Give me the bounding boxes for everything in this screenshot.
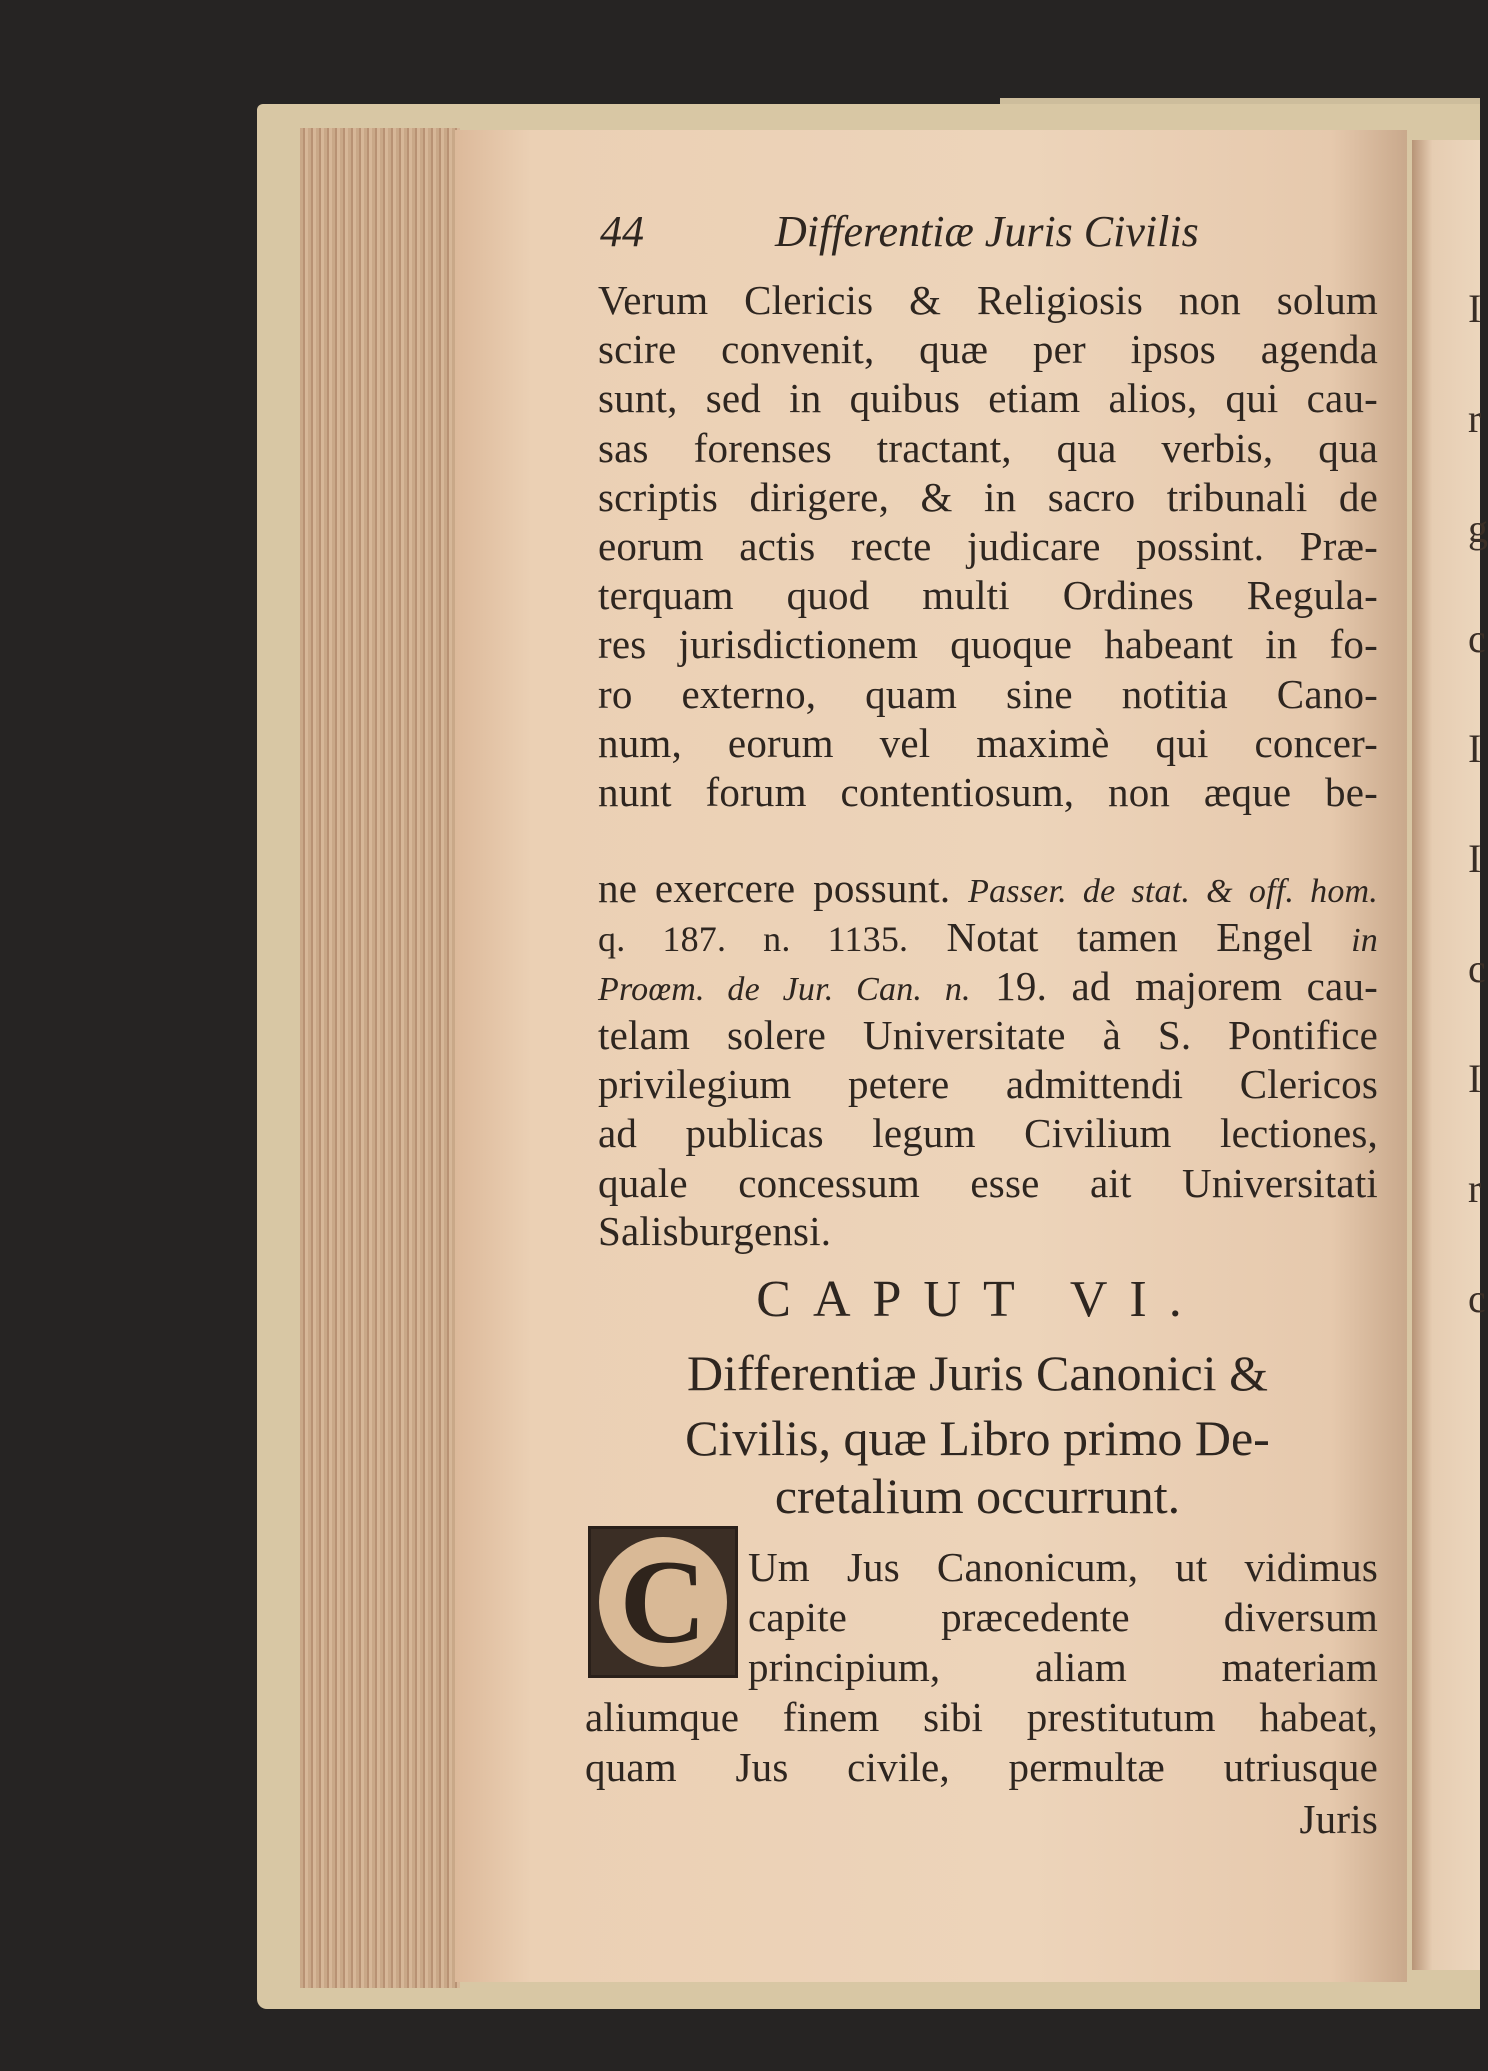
facing-page-text: r: [1468, 396, 1482, 441]
facing-page-text: g: [1468, 506, 1488, 551]
facing-page-text: c: [1468, 1276, 1486, 1321]
body-line: Verum Clericis & Religiosis non solum: [598, 277, 1378, 323]
facing-page-text: c: [1468, 946, 1486, 991]
body-line: capite præcedente diversum: [748, 1594, 1378, 1640]
body-line: quale concessum esse ait Universitati: [598, 1159, 1378, 1206]
body-line: quam Jus civile, permultæ utriusque: [585, 1744, 1378, 1790]
running-title: Differentiæ Juris Civilis: [775, 207, 1199, 256]
body-line: nunt forum contentiosum, non æque be-: [598, 769, 1378, 815]
chapter-heading: CAPUT VI.: [756, 1271, 1204, 1328]
body-line: ad publicas legum Civilium lectiones,: [598, 1110, 1378, 1157]
facing-page-text: I: [1468, 836, 1482, 881]
body-line: scire convenit, quæ per ipsos agenda: [598, 326, 1378, 373]
body-line: terquam quod multi Ordines Regula-: [598, 572, 1378, 619]
facing-page-text: I: [1468, 1056, 1482, 1101]
page-edges: [300, 128, 460, 1988]
decorated-initial: C: [588, 1526, 738, 1678]
body-line: q. 187. n. 1135. Notat tamen Engel in: [598, 914, 1378, 960]
body-line: ne exercere possunt. Passer. de stat. & off. hom.: [598, 865, 1378, 911]
body-line: sas forenses tractant, qua verbis, qua: [598, 424, 1378, 471]
body-line: ro externo, quam sine notitia Cano-: [598, 670, 1378, 717]
facing-page-text: c: [1468, 616, 1486, 661]
facing-page-text: I: [1468, 286, 1482, 331]
body-line: Salisburgensi.: [598, 1208, 832, 1254]
catchword: Juris: [1299, 1796, 1378, 1842]
body-line: Proœm. de Jur. Can. n. 19. ad majorem cau-: [598, 963, 1378, 1009]
body-line: Um Jus Canonicum, ut vidimus: [748, 1544, 1378, 1590]
body-line: res jurisdictionem quoque habeant in fo-: [598, 621, 1378, 668]
body-line: aliumque finem sibi prestitutum habeat,: [585, 1694, 1378, 1740]
body-line: scriptis dirigere, & in sacro tribunali de: [598, 473, 1378, 520]
body-line: eorum actis recte judicare possint. Præ-: [598, 523, 1378, 569]
chapter-title-line: Differentiæ Juris Canonici &: [687, 1345, 1268, 1401]
chapter-title-line: cretalium occurrunt.: [774, 1468, 1181, 1524]
facing-page-text: I: [1468, 726, 1482, 771]
body-line: telam solere Universitate à S. Pontifice: [598, 1012, 1378, 1058]
page-number: 44: [600, 207, 644, 256]
chapter-title-line: Civilis, quæ Libro primo De-: [685, 1410, 1270, 1466]
facing-page-text: r: [1468, 1166, 1482, 1211]
body-line: num, eorum vel maximè qui concer-: [598, 719, 1378, 766]
body-line: sunt, sed in quibus etiam alios, qui cau-: [598, 375, 1378, 422]
body-line: principium, aliam materiam: [748, 1644, 1378, 1690]
body-line: privilegium petere admittendi Clericos: [598, 1061, 1378, 1108]
